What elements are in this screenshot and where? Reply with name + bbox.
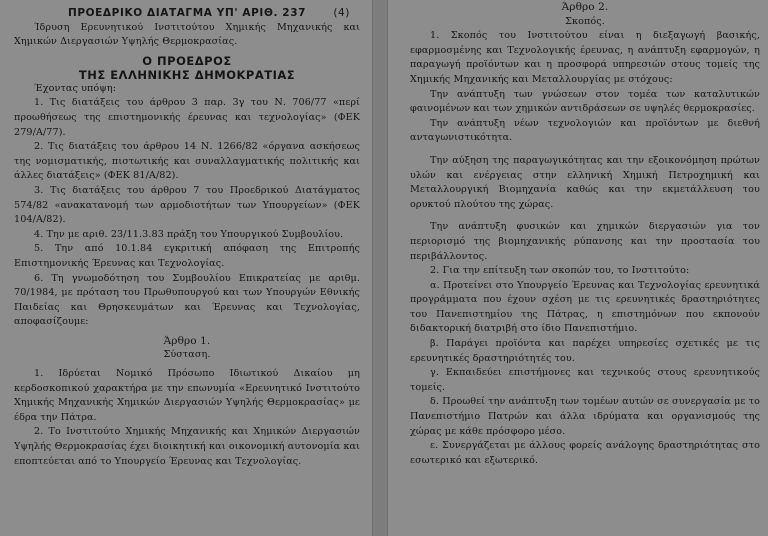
having-regard: Έχοντας υπόψη: <box>34 82 117 94</box>
subitem-b: β. Παράγει προϊόντα και παρέχει υπηρεσίες σχετικές με τις ερευνητικές δραστηριότητές του. <box>410 338 760 364</box>
article-2-subtitle: Σκοπός. <box>565 15 605 27</box>
purpose-para-3: Την ανάπτυξη νέων τεχνολογιών και προϊόντων με διεθνή ανταγωνιστικότητα. <box>410 117 760 144</box>
recital-3: 3. Τις διατάξεις του άρθρου 7 του Προεδρικού Διατάγματος 574/82 «ανακατανομή των αρμοδιοτήτων των Υπουργείων» (ΦΕΚ 104/Α/82). <box>14 184 360 226</box>
page-number: (4) <box>333 7 350 19</box>
recital-6: 6. Τη γνωμοδότηση του Συμβουλίου Επικρατείας με αριθμ. 70/1984, με πρόταση του Πρωθυπουργού και των Υπουργών Εθνικής Παιδείας και Θρησκευμάτων και Έρευνας και Τεχνολογίας, αποφασίζουμε: <box>14 272 360 328</box>
section-2-title: 2. Για την επίτευξη των σκοπών του, το Ινστιτούτο: <box>430 265 690 277</box>
subitem-a: α. Προτείνει στο Υπουργείο Έρευνας και Τεχνολογίας ερευνητικά προγράμματα που έχουν σχέση με τις ερευνητικές δραστηριότητες του Πανεπιστημίου της Πάτρας, η επιστημόνων που εκπονούν διδακτορική διατριβή στο ίδιο Πανεπιστήμιο. <box>410 279 760 335</box>
subitem-d: δ. Προωθεί την ανάπτυξη των τομέων αυτών σε συνεργασία με το Πανεπιστήμιο Πατρών και άλλα ιδρύματα και οργανισμούς της χώρας με κάθε πρόσφορο μέσο. <box>410 396 760 437</box>
decree-title <box>14 6 360 21</box>
recital-5: 5. Την από 10.1.84 εγκριτική απόφαση της Επιτροπής Επιστημονικής Έρευνας και Τεχνολογίας. <box>14 243 360 269</box>
article-1-title: Άρθρο 1. <box>163 334 211 347</box>
page-gutter <box>372 0 388 536</box>
president-line-2: ΤΗΣ ΕΛΛΗΝΙΚΗΣ ΔΗΜΟΚΡΑΤΙΑΣ <box>78 67 296 82</box>
recital-4: 4. Την με αριθ. 23/11.3.83 πράξη του Υπουργικού Συμβουλίου. <box>34 228 344 240</box>
right-column <box>388 0 768 536</box>
recital-2: 2. Τις διατάξεις του άρθρου 14 Ν. 1266/82 «όργανα ασκήσεως της νομισματικής, πιστωτικής και συναλλαγματικής πολιτικής και άλλες διατάξεις» (ΦΕΚ 81/Α/82). <box>14 141 360 182</box>
decree-subtitle: Ίδρυση Ερευνητικού Ινστιτούτου Χημικής Μηχανικής και Χημικών Διεργασιών Υψηλής Θερμοκρασίας. <box>14 21 360 48</box>
left-column <box>0 0 372 536</box>
purpose-para-5: Την ανάπτυξη φυσικών και χημικών διεργασιών για τον περιορισμό της βιομηχανικής ρύπανσης και την προστασία του περιβάλλοντος. <box>410 221 760 262</box>
article-1-para-1: 1. Ιδρύεται Νομικό Πρόσωπο Ιδιωτικού Δικαίου μη κερδοσκοπικού χαρακτήρα με την επωνυμία «Ερευνητικό Ινστιτούτο Χημικής Μηχανικής Χημικών Διεργασιών Υψηλής Θερμοκρασίας» με έδρα την Πάτρα. <box>14 368 360 423</box>
recital-1: 1. Τις διατάξεις του άρθρου 3 παρ. 3γ του Ν. 706/77 «περί προωθήσεως της επιστημονικής έρευνας και τεχνολογίας» (ΦΕΚ 279/Α/77). <box>14 97 360 138</box>
president-line-1: Ο ΠΡΟΕΔΡΟΣ <box>142 53 232 68</box>
decree-title-text: ΠΡΟΕΔΡΙΚΟ ΔΙΑΤΑΓΜΑ ΥΠ' ΑΡΙΘ. 237 <box>67 7 307 19</box>
subitem-e: ε. Συνεργάζεται με άλλους φορείς ανάλογης δραστηριότητας στο εσωτερικό και εξωτερικό. <box>410 440 760 466</box>
subitem-c: γ. Εκπαιδεύει επιστήμονες και τεχνικούς στους ερευνητικούς τομείς. <box>410 367 760 393</box>
purpose-para-1: 1. Σκοπός του Ινστιτούτου είναι η διεξαγωγή βασικής, εφαρμοσμένης και Τεχνολογικής έρευνας, η ανάπτυξη εφαρμογών, η παραγωγή προϊόντων και η προσφορά υπηρεσιών στους τομείς της Χημικής Μηχανικής και Μεταλλουργίας με στόχους: <box>410 30 760 85</box>
purpose-para-4: Την αύξηση της παραγωγικότητας και την εξοικονόμηση πρώτων υλών και ενέργειας στην ελληνική Χημική Πετροχημική και Μεταλλουργική Βιομηχανία καθώς και την εκμετάλλευση του ορυκτού πλούτου της χώρας. <box>410 154 760 210</box>
article-1-subtitle: Σύσταση. <box>163 349 211 361</box>
purpose-para-2: Την ανάπτυξη των γνώσεων στον τομέα των καταλυτικών φαινομένων και των χημικών αντιδράσεων σε υψηλές θερμοκρασίες. <box>410 88 760 115</box>
article-2-title: Άρθρο 2. <box>561 1 609 13</box>
article-1-para-2: 2. Το Ινστιτούτο Χημικής Μηχανικής και Χημικών Διεργασιών Υψηλής Θερμοκρασίας έχει διοικητική και οικονομική αυτονομία και εποπτεύεται από το Υπουργείο Έρευνας και Τεχνολογίας. <box>14 426 360 467</box>
